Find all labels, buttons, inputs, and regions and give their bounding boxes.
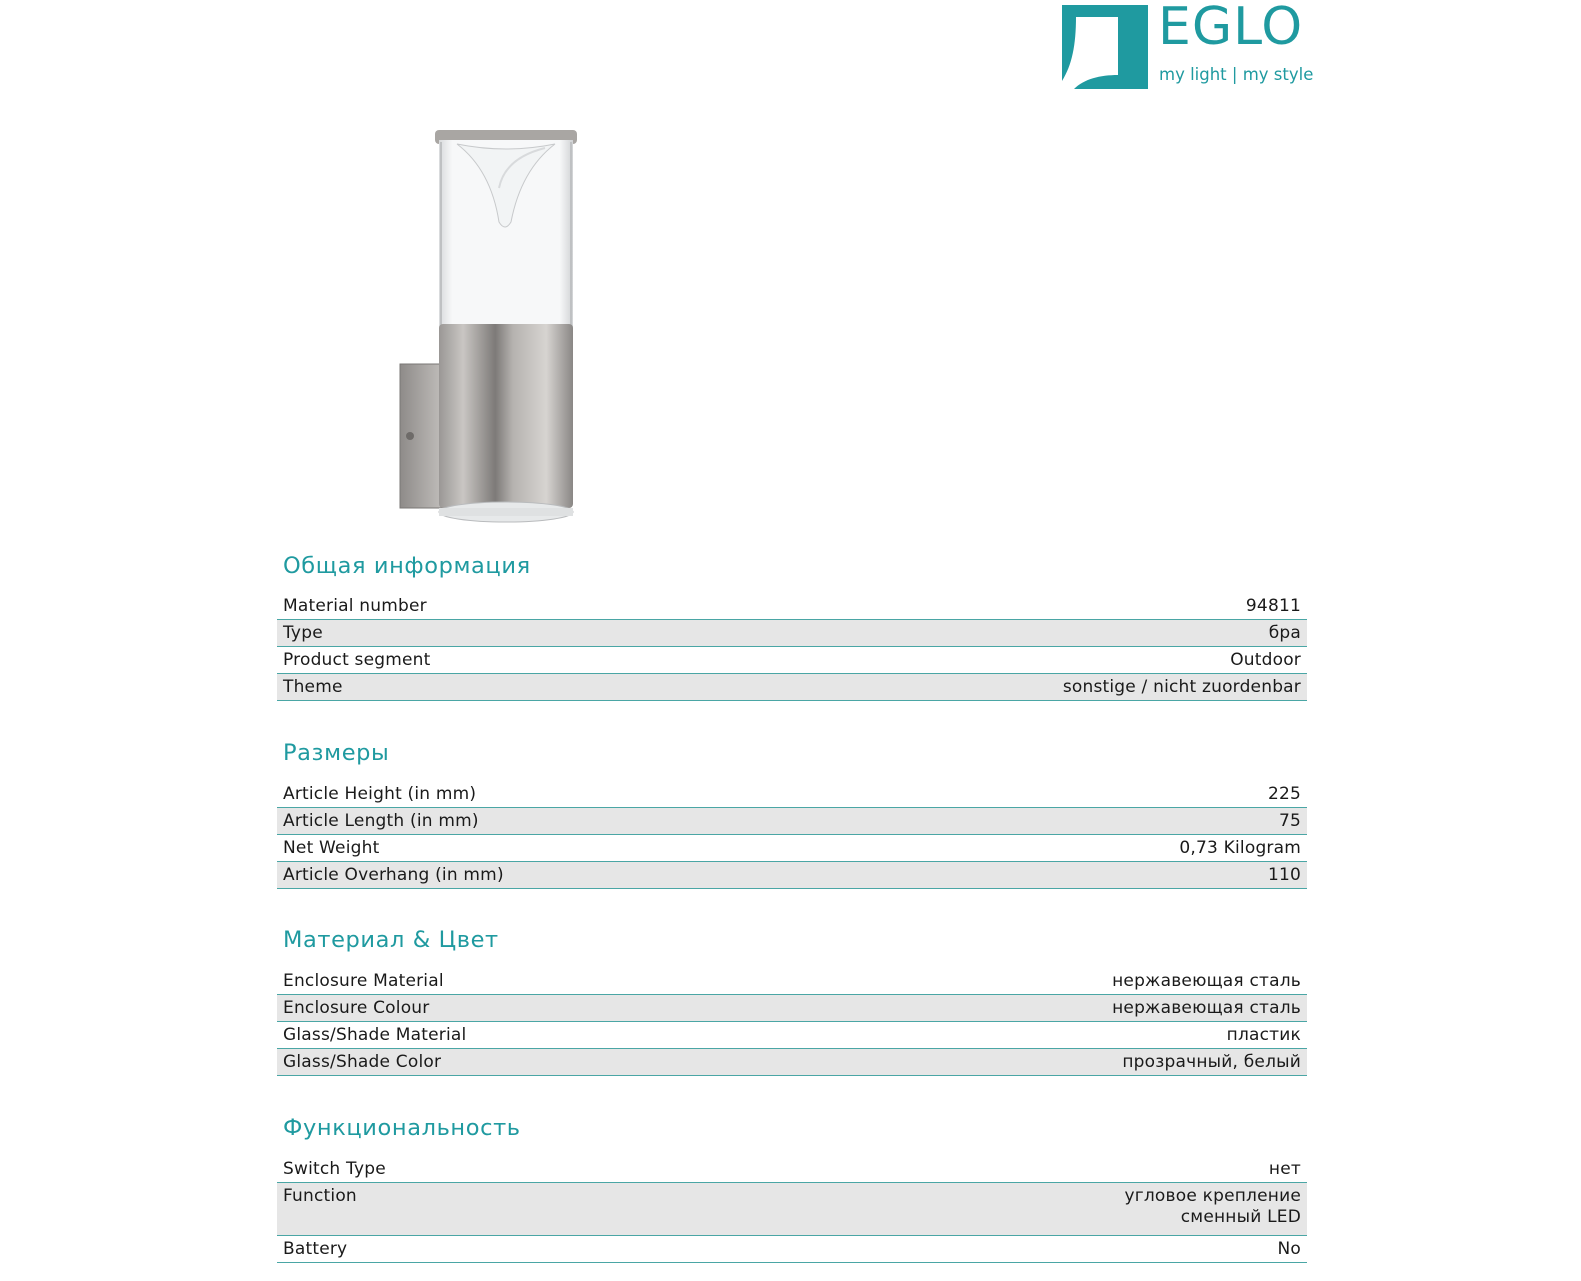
row-label: Glass/Shade Color [283,1052,442,1072]
table-row [277,862,1307,889]
row-value: угловое крепление сменный LED [1124,1186,1301,1227]
row-label: Glass/Shade Material [283,1025,467,1045]
table-row [277,1049,1307,1076]
row-label: Switch Type [283,1159,386,1179]
section-title-functionality: Функциональность [283,1115,521,1141]
table-row [277,647,1307,674]
row-value: 75 [1278,811,1301,831]
row-label: Function [283,1186,357,1206]
eglo-logo-mark-icon [1062,5,1148,89]
eglo-logo [1062,0,1314,89]
table-row [277,1183,1307,1236]
section-title-material-color: Материал & Цвет [283,927,499,953]
section-title-dimensions: Размеры [283,740,390,766]
row-value: No [1277,1239,1301,1259]
row-value: 0,73 Kilogram [1179,838,1301,858]
table-row [277,808,1307,835]
brand-tagline: my light | my style [1159,65,1314,84]
row-value: Outdoor [1230,650,1301,670]
row-value: нержавеющая сталь [1112,998,1301,1018]
row-label: Article Length (in mm) [283,811,479,831]
table-row [277,781,1307,808]
table-row [277,593,1307,620]
row-label: Enclosure Colour [283,998,430,1018]
row-label: Theme [283,677,343,697]
row-value: бра [1268,623,1301,643]
row-label: Type [283,623,323,643]
table-material-color [277,968,1307,1076]
product-image [395,128,605,530]
row-label: Enclosure Material [283,971,444,991]
row-label: Material number [283,596,427,616]
table-row [277,968,1307,995]
row-label: Article Height (in mm) [283,784,477,804]
table-row [277,1236,1307,1263]
table-row [277,1022,1307,1049]
row-value: нет [1268,1159,1301,1179]
row-value: 225 [1267,784,1301,804]
table-functionality [277,1156,1307,1263]
row-value: 94811 [1245,596,1301,616]
table-row [277,835,1307,862]
table-row [277,674,1307,701]
row-label: Product segment [283,650,431,670]
row-value: 110 [1267,865,1301,885]
table-row [277,620,1307,647]
row-value: пластик [1226,1025,1301,1045]
brand-name: EGLO [1158,0,1304,57]
row-label: Net Weight [283,838,380,858]
row-value: sonstige / nicht zuordenbar [1062,677,1301,697]
table-general [277,593,1307,701]
table-dimensions [277,781,1307,889]
row-value: нержавеющая сталь [1112,971,1301,991]
row-label: Article Overhang (in mm) [283,865,504,885]
table-row [277,995,1307,1022]
table-row [277,1156,1307,1183]
section-title-general: Общая информация [283,553,531,579]
row-label: Battery [283,1239,348,1259]
row-value: прозрачный, белый [1122,1052,1301,1072]
